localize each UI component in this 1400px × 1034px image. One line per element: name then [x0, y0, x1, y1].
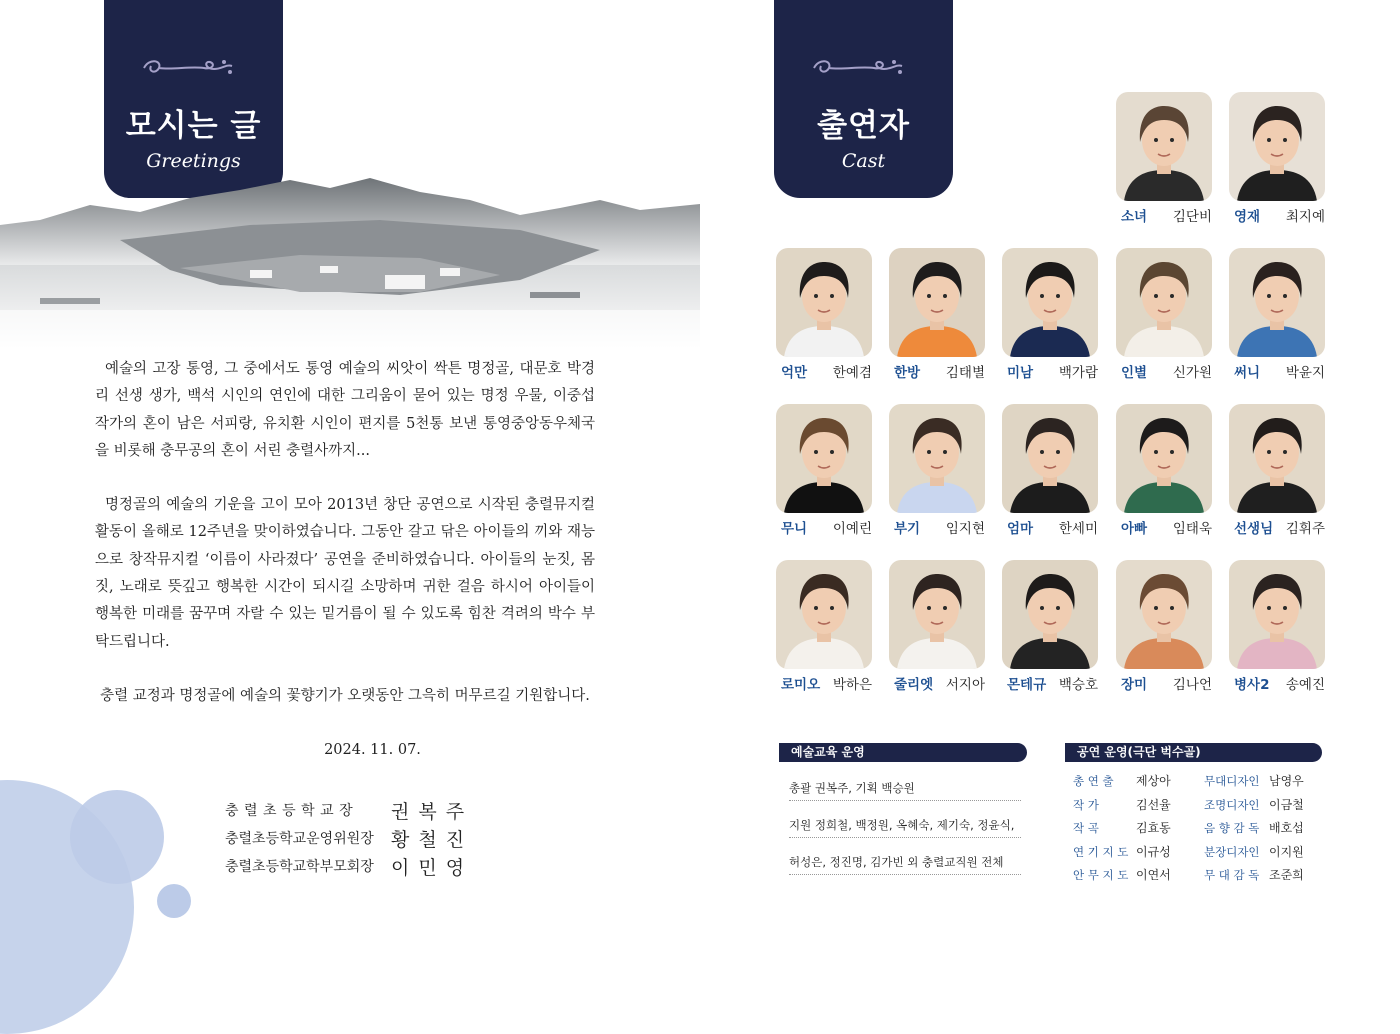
cast-name: 김단비: [1172, 209, 1212, 225]
cast-header: [774, 0, 953, 198]
cast-photo: [1116, 248, 1212, 357]
cast-role: 엄마: [1007, 521, 1034, 537]
cast-role: 미남: [1007, 365, 1034, 381]
education-header: 예술교육 운영: [779, 743, 1027, 762]
production-row: [1073, 864, 1337, 886]
staff-name: 이연서: [1136, 868, 1171, 882]
cast-card: [1229, 560, 1341, 693]
staff-name: 제상아: [1136, 774, 1171, 788]
cast-subtitle: Cast: [841, 150, 886, 172]
cast-role: 로미오: [781, 677, 821, 693]
cast-card: [1002, 560, 1114, 693]
signer-role: 충렬초등학교장: [225, 803, 359, 819]
staff-name: 이금철: [1269, 797, 1304, 812]
cast-photo: [1229, 404, 1325, 513]
ornament-icon: [104, 52, 283, 80]
production-row: [1073, 770, 1337, 792]
staff-role: 음 향 감 독: [1204, 821, 1260, 835]
greeting-paragraph: 충렬 교정과 명정골에 예술의 꽃향기가 오랫동안 그윽히 머무르길 기원합니다.: [100, 687, 590, 704]
cast-card: [1116, 404, 1228, 537]
cast-photo: [1116, 92, 1212, 201]
staff-role: 작 가: [1073, 797, 1099, 812]
cast-name: 김태별: [945, 365, 985, 381]
cast-card: [1116, 92, 1228, 225]
greeting-text: [95, 356, 595, 710]
production-row: [1073, 794, 1337, 816]
education-line: 지원 정희철, 백정원, 옥혜숙, 제기숙, 정윤식,: [789, 813, 1021, 838]
ornament-icon: [774, 52, 953, 80]
cast-photo: [776, 404, 872, 513]
cast-name: 한예겸: [832, 365, 872, 381]
cast-name: 최지예: [1285, 209, 1325, 225]
production-row: [1073, 817, 1337, 839]
education-line: 총괄 권복주, 기획 백승원: [789, 776, 1021, 801]
cast-role: 영재: [1234, 209, 1261, 225]
staff-name: 이규성: [1136, 844, 1171, 859]
staff-name: 남영우: [1269, 774, 1304, 788]
cast-card: [776, 404, 888, 537]
cast-photo: [1229, 92, 1325, 201]
cast-photo: [1229, 560, 1325, 669]
cast-card: [776, 560, 888, 693]
cast-name: 백가람: [1058, 365, 1098, 381]
staff-role: 안 무 지 도: [1073, 868, 1129, 882]
cast-card: [776, 248, 888, 381]
cast-name: 송예진: [1285, 677, 1325, 693]
decor-circle: [157, 884, 191, 918]
cast-role: 줄리엣: [894, 677, 934, 693]
harbor-landscape-image: [0, 170, 700, 350]
cast-name: 백승호: [1058, 677, 1098, 693]
cast-role: 장미: [1121, 677, 1148, 693]
cast-photo: [1002, 248, 1098, 357]
cast-card: [1002, 404, 1114, 537]
staff-name: 조준희: [1269, 868, 1304, 882]
cast-name: 박윤지: [1285, 365, 1325, 381]
signer-row: [225, 824, 473, 852]
education-line: 허성은, 정진명, 김가빈 외 충렬교직원 전체: [789, 850, 1021, 875]
cast-photo: [776, 560, 872, 669]
staff-role: 연 기 지 도: [1073, 844, 1129, 859]
staff-name: 이지원: [1269, 844, 1304, 859]
signer-name: 권복주: [391, 800, 474, 823]
cast-photo: [1116, 404, 1212, 513]
cast-photo: [776, 248, 872, 357]
cast-role: 아빠: [1121, 521, 1148, 537]
cast-photo: [889, 560, 985, 669]
staff-role: 무대디자인: [1204, 774, 1260, 788]
staff-name: 배호섭: [1269, 821, 1304, 835]
signer-role: 충렬초등학교학부모회장: [225, 859, 374, 875]
cast-role: 병사2: [1234, 677, 1270, 693]
staff-name: 김선율: [1136, 797, 1171, 812]
staff-role: 무 대 감 독: [1204, 868, 1260, 882]
cast-card: [1229, 92, 1341, 225]
cast-photo: [889, 404, 985, 513]
cast-card: [1229, 404, 1341, 537]
decor-circle: [70, 790, 164, 884]
cast-role: 부기: [894, 521, 921, 537]
cast-card: [1116, 248, 1228, 381]
cast-name: 서지아: [945, 677, 985, 693]
cast-name: 한세미: [1058, 521, 1098, 537]
greetings-header: [104, 0, 283, 198]
greeting-date: 2024. 11. 07.: [324, 742, 421, 758]
cast-name: 임태욱: [1172, 521, 1212, 537]
cast-role: 써니: [1234, 365, 1261, 381]
cast-photo: [1229, 248, 1325, 357]
staff-role: 총 연 출: [1073, 774, 1114, 788]
cast-card: [889, 404, 1001, 537]
cast-name: 박하은: [832, 677, 872, 693]
staff-role: 작 곡: [1073, 821, 1099, 835]
cast-name: 임지현: [945, 521, 985, 537]
greetings-page: [0, 0, 700, 958]
cast-role: 무니: [781, 521, 808, 537]
greeting-paragraph: 예술의 고장 통영, 그 중에서도 통영 예술의 씨앗이 싹튼 명정골, 대문호 박경리 선생 생가, 백석 시인의 연인에 대한 그리움이 묻어 있는 명정 우물, 이중섭 작가의 혼이 남은 서피랑, 유치환 시인이 편지를 5천통 보낸 통영중앙동우체국을 비롯해 충무공의 혼이 서린 충렬사까지...: [95, 361, 595, 459]
cast-role: 억만: [781, 365, 808, 381]
signer-row: [225, 796, 473, 824]
cast-photo: [1002, 404, 1098, 513]
signer-role: 충렬초등학교운영위원장: [225, 831, 374, 847]
greetings-title: 모시는 글: [125, 108, 262, 144]
staff-role: 조명디자인: [1204, 797, 1260, 812]
cast-name: 신가원: [1172, 365, 1212, 381]
cast-title: 출연자: [817, 108, 910, 144]
signer-row: [225, 852, 473, 880]
cast-name: 김나언: [1172, 677, 1212, 693]
cast-role: 인별: [1121, 365, 1148, 381]
signers: [225, 796, 473, 880]
cast-card: [1002, 248, 1114, 381]
cast-role: 소녀: [1121, 209, 1148, 225]
signer-name: 황철진: [391, 828, 474, 851]
staff-name: 김효동: [1136, 821, 1171, 835]
signer-name: 이민영: [391, 856, 474, 879]
cast-photo: [889, 248, 985, 357]
cast-photo: [1002, 560, 1098, 669]
cast-card: [1116, 560, 1228, 693]
cast-photo: [1116, 560, 1212, 669]
cast-role: 한방: [894, 365, 921, 381]
staff-role: 분장디자인: [1204, 844, 1260, 859]
cast-card: [889, 560, 1001, 693]
cast-card: [1229, 248, 1341, 381]
cast-name: 이예린: [832, 521, 872, 537]
cast-role: 몬테규: [1007, 677, 1047, 693]
production-header: 공연 운영(극단 벅수골): [1065, 743, 1322, 762]
cast-role: 선생님: [1234, 521, 1274, 537]
cast-card: [889, 248, 1001, 381]
cast-name: 김휘주: [1285, 521, 1325, 537]
production-row: [1073, 841, 1337, 863]
greetings-subtitle: Greetings: [146, 150, 241, 172]
greeting-paragraph: 명정골의 예술의 기운을 고이 모아 2013년 창단 공연으로 시작된 충렬뮤지컬 활동이 올해로 12주년을 맞이하였습니다. 그동안 갈고 닦은 아이들의 끼와 재능으로 창작뮤지컬 ‘이름이 사라졌다’ 공연을 준비하였습니다. 아이들의 눈짓, 몸짓, 노래로 뜻깊고 행복한 시간이 되시길 소망하며 귀한 걸음 하시어 아이들이 행복한 미래를 꿈꾸며 자랄 수 있는 밑거름이 될 수 있도록 힘찬 격려의 박수 부탁드립니다.: [95, 497, 595, 650]
